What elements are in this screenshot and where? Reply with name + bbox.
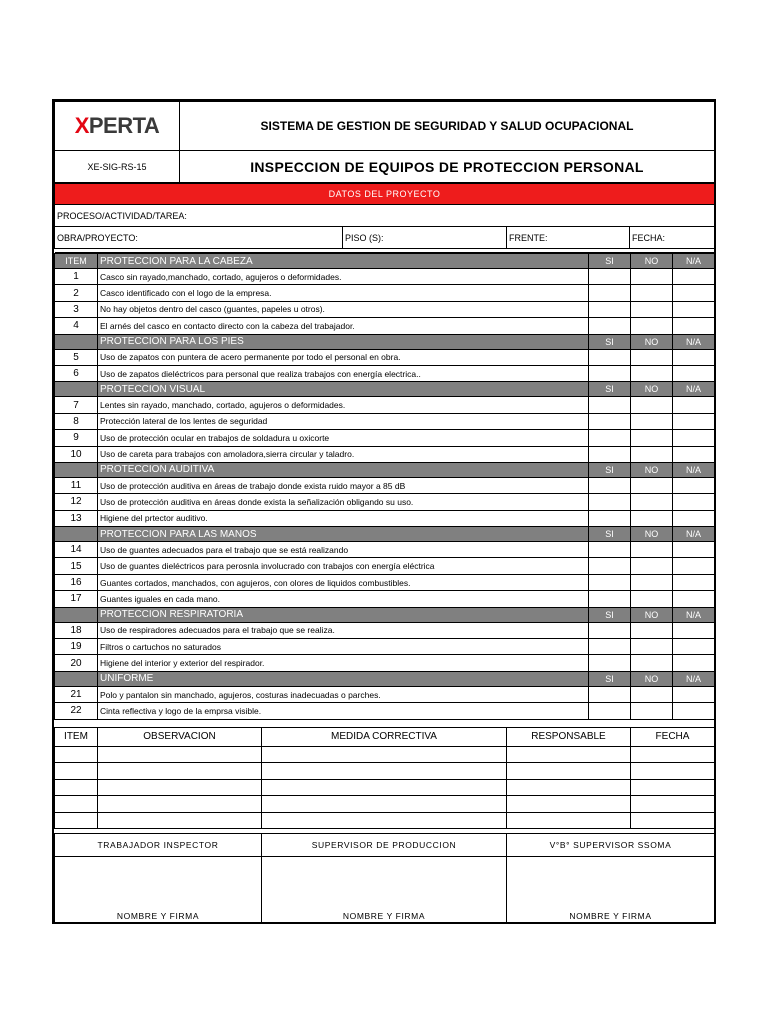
section-title: PROTECCION PARA LA CABEZA	[98, 254, 589, 269]
checklist-row	[55, 285, 715, 301]
no-header: NO	[631, 334, 673, 349]
si-cell[interactable]	[589, 639, 631, 655]
no-cell[interactable]	[631, 703, 673, 719]
item-number: 20	[55, 655, 98, 671]
section-title: PROTECCION AUDITIVA	[98, 462, 589, 477]
document-code: XE-SIG-RS-15	[55, 151, 180, 183]
form-header	[54, 101, 715, 183]
section-title: PROTECCION PARA LOS PIES	[98, 334, 589, 349]
item-number: 7	[55, 397, 98, 413]
obs-row[interactable]	[55, 746, 715, 763]
item-number: 11	[55, 477, 98, 493]
observations-table	[54, 727, 715, 830]
section-item-header	[55, 334, 98, 349]
si-cell[interactable]	[589, 686, 631, 702]
section-header	[55, 527, 715, 542]
na-header: N/A	[673, 527, 715, 542]
si-header: SI	[589, 607, 631, 622]
item-number: 2	[55, 285, 98, 301]
si-header: SI	[589, 462, 631, 477]
no-cell[interactable]	[631, 301, 673, 317]
si-cell[interactable]	[589, 318, 631, 334]
no-cell[interactable]	[631, 494, 673, 510]
item-description: Filtros o cartuchos no saturados	[98, 639, 589, 655]
logo-x: X	[74, 113, 89, 138]
na-header: N/A	[673, 254, 715, 269]
section-item-header	[55, 671, 98, 686]
na-header: N/A	[673, 607, 715, 622]
item-number: 18	[55, 622, 98, 638]
no-cell[interactable]	[631, 542, 673, 558]
si-header: SI	[589, 254, 631, 269]
na-cell[interactable]	[673, 655, 715, 671]
item-description: Uso de protección auditiva en áreas de trabajo donde exista ruido mayor a 85 dB	[98, 477, 589, 493]
si-cell[interactable]	[589, 365, 631, 381]
company-logo	[55, 102, 180, 151]
section-title: PROTECCION RESPIRATORIA	[98, 607, 589, 622]
item-description: Uso de careta para trabajos con amoladora,sierra circular y taladro.	[98, 446, 589, 462]
no-cell[interactable]	[631, 285, 673, 301]
supervisor-signature[interactable]: NOMBRE Y FIRMA	[262, 857, 507, 924]
no-cell[interactable]	[631, 349, 673, 365]
checklist-row	[55, 413, 715, 429]
checklist-row	[55, 622, 715, 638]
checklist-row	[55, 301, 715, 317]
no-cell[interactable]	[631, 591, 673, 607]
section-item-header	[55, 527, 98, 542]
obs-date-header: FECHA	[631, 727, 715, 746]
si-cell[interactable]	[589, 494, 631, 510]
obs-observation-header: OBSERVACION	[98, 727, 262, 746]
na-cell[interactable]	[673, 542, 715, 558]
na-cell[interactable]	[673, 430, 715, 446]
si-cell[interactable]	[589, 397, 631, 413]
no-cell[interactable]	[631, 477, 673, 493]
spacer	[54, 720, 714, 727]
item-number: 21	[55, 686, 98, 702]
no-header: NO	[631, 382, 673, 397]
si-cell[interactable]	[589, 622, 631, 638]
na-cell[interactable]	[673, 397, 715, 413]
checklist-row	[55, 477, 715, 493]
na-header: N/A	[673, 462, 715, 477]
obs-item-header: ITEM	[55, 727, 98, 746]
si-header: SI	[589, 382, 631, 397]
no-cell[interactable]	[631, 558, 673, 574]
obs-corrective-header: MEDIDA CORRECTIVA	[262, 727, 507, 746]
item-number: 16	[55, 574, 98, 590]
no-cell[interactable]	[631, 574, 673, 590]
checklist-row	[55, 703, 715, 719]
no-header: NO	[631, 527, 673, 542]
logo-text: PERTA	[88, 113, 160, 138]
no-header: NO	[631, 462, 673, 477]
na-cell[interactable]	[673, 301, 715, 317]
section-title: PROTECCION VISUAL	[98, 382, 589, 397]
item-description: Uso de zapatos con puntera de acero permanente por todo el personal en obra.	[98, 349, 589, 365]
si-header: SI	[589, 334, 631, 349]
no-cell[interactable]	[631, 655, 673, 671]
na-cell[interactable]	[673, 365, 715, 381]
inspector-header: TRABAJADOR INSPECTOR	[55, 834, 262, 857]
checklist-row	[55, 269, 715, 285]
item-number: 13	[55, 510, 98, 526]
si-cell[interactable]	[589, 430, 631, 446]
checklist-row	[55, 510, 715, 526]
front-field[interactable]: FRENTE:	[507, 227, 630, 249]
item-description: No hay objetos dentro del casco (guantes, papeles u otros).	[98, 301, 589, 317]
checklist-row	[55, 494, 715, 510]
item-number: 15	[55, 558, 98, 574]
si-cell[interactable]	[589, 591, 631, 607]
item-description: Guantes iguales en cada mano.	[98, 591, 589, 607]
item-description: Uso de zapatos dieléctricos para personal que realiza trabajos con energía electrica..	[98, 365, 589, 381]
si-cell[interactable]	[589, 269, 631, 285]
signatures-table	[54, 833, 715, 924]
item-description: Guantes cortados, manchados, con agujeros, con olores de liquidos combustibles.	[98, 574, 589, 590]
checklist-table	[54, 253, 715, 720]
section-item-header: ITEM	[55, 254, 98, 269]
obs-responsible-header: RESPONSABLE	[507, 727, 631, 746]
section-title: UNIFORME	[98, 671, 589, 686]
checklist-row	[55, 365, 715, 381]
ssoma-signature[interactable]: NOMBRE Y FIRMA	[507, 857, 715, 924]
si-cell[interactable]	[589, 655, 631, 671]
checklist-row	[55, 686, 715, 702]
checklist-row	[55, 446, 715, 462]
document-title: INSPECCION DE EQUIPOS DE PROTECCION PERSONAL	[180, 151, 715, 183]
na-cell[interactable]	[673, 686, 715, 702]
na-cell[interactable]	[673, 639, 715, 655]
item-description: Cinta reflectiva y logo de la emprsa visible.	[98, 703, 589, 719]
obs-row[interactable]	[55, 796, 715, 813]
na-cell[interactable]	[673, 510, 715, 526]
item-number: 1	[55, 269, 98, 285]
item-description: Casco identificado con el logo de la empresa.	[98, 285, 589, 301]
si-cell[interactable]	[589, 574, 631, 590]
item-number: 9	[55, 430, 98, 446]
checklist-row	[55, 655, 715, 671]
no-cell[interactable]	[631, 686, 673, 702]
item-number: 10	[55, 446, 98, 462]
no-cell[interactable]	[631, 413, 673, 429]
na-header: N/A	[673, 671, 715, 686]
section-header	[55, 254, 715, 269]
process-field[interactable]: PROCESO/ACTIVIDAD/TAREA:	[55, 205, 715, 227]
no-cell[interactable]	[631, 622, 673, 638]
item-number: 17	[55, 591, 98, 607]
section-title: PROTECCION PARA LAS MANOS	[98, 527, 589, 542]
project-data-bar: DATOS DEL PROYECTO	[55, 184, 715, 205]
inspector-signature[interactable]: NOMBRE Y FIRMA	[55, 857, 262, 924]
na-cell[interactable]	[673, 591, 715, 607]
item-number: 3	[55, 301, 98, 317]
si-cell[interactable]	[589, 703, 631, 719]
item-number: 6	[55, 365, 98, 381]
item-description: Uso de protección ocular en trabajos de soldadura u oxicorte	[98, 430, 589, 446]
inspection-form	[52, 99, 716, 924]
section-header	[55, 607, 715, 622]
section-item-header	[55, 462, 98, 477]
si-cell[interactable]	[589, 349, 631, 365]
no-cell[interactable]	[631, 430, 673, 446]
section-header	[55, 462, 715, 477]
supervisor-header: SUPERVISOR DE PRODUCCION	[262, 834, 507, 857]
na-cell[interactable]	[673, 494, 715, 510]
si-header: SI	[589, 527, 631, 542]
obs-row[interactable]	[55, 763, 715, 780]
no-header: NO	[631, 671, 673, 686]
section-item-header	[55, 382, 98, 397]
na-cell[interactable]	[673, 285, 715, 301]
item-number: 22	[55, 703, 98, 719]
section-item-header	[55, 607, 98, 622]
no-cell[interactable]	[631, 318, 673, 334]
na-header: N/A	[673, 382, 715, 397]
ssoma-header: V°B° SUPERVISOR SSOMA	[507, 834, 715, 857]
item-description: El arnés del casco en contacto directo con la cabeza del trabajador.	[98, 318, 589, 334]
si-cell[interactable]	[589, 542, 631, 558]
obs-row[interactable]	[55, 779, 715, 796]
checklist-row	[55, 318, 715, 334]
section-header	[55, 334, 715, 349]
no-header: NO	[631, 607, 673, 622]
item-number: 4	[55, 318, 98, 334]
date-field[interactable]: FECHA:	[630, 227, 715, 249]
checklist-row	[55, 542, 715, 558]
item-description: Lentes sin rayado, manchado, cortado, agujeros o deformidades.	[98, 397, 589, 413]
section-header	[55, 382, 715, 397]
no-header: NO	[631, 254, 673, 269]
checklist-row	[55, 574, 715, 590]
no-cell[interactable]	[631, 639, 673, 655]
si-cell[interactable]	[589, 510, 631, 526]
item-description: Casco sin rayado,manchado, cortado, agujeros o deformidades.	[98, 269, 589, 285]
no-cell[interactable]	[631, 446, 673, 462]
no-cell[interactable]	[631, 269, 673, 285]
item-description: Uso de respiradores adecuados para el trabajo que se realiza.	[98, 622, 589, 638]
na-cell[interactable]	[673, 703, 715, 719]
item-description: Uso de guantes adecuados para el trabajo que se está realizando	[98, 542, 589, 558]
item-description: Polo y pantalon sin manchado, agujeros, costuras inadecuadas o parches.	[98, 686, 589, 702]
checklist-row	[55, 591, 715, 607]
checklist-row	[55, 430, 715, 446]
obs-row[interactable]	[55, 812, 715, 829]
na-cell[interactable]	[673, 574, 715, 590]
item-number: 5	[55, 349, 98, 365]
section-header	[55, 671, 715, 686]
na-header: N/A	[673, 334, 715, 349]
item-description: Higiene del prtector auditivo.	[98, 510, 589, 526]
na-cell[interactable]	[673, 622, 715, 638]
na-cell[interactable]	[673, 558, 715, 574]
na-cell[interactable]	[673, 446, 715, 462]
si-cell[interactable]	[589, 301, 631, 317]
project-data	[54, 183, 715, 253]
item-description: Higiene del interior y exterior del respirador.	[98, 655, 589, 671]
na-cell[interactable]	[673, 318, 715, 334]
work-field[interactable]: OBRA/PROYECTO:	[55, 227, 343, 249]
checklist-row	[55, 639, 715, 655]
item-description: Uso de protección auditiva en áreas donde exista la señalización obligando su uso.	[98, 494, 589, 510]
system-title: SISTEMA DE GESTION DE SEGURIDAD Y SALUD OCUPACIONAL	[180, 102, 715, 151]
item-number: 14	[55, 542, 98, 558]
no-cell[interactable]	[631, 365, 673, 381]
si-cell[interactable]	[589, 477, 631, 493]
item-description: Uso de guantes dieléctricos para perosnla involucrado con trabajos con energía eléctrica	[98, 558, 589, 574]
item-number: 19	[55, 639, 98, 655]
na-cell[interactable]	[673, 477, 715, 493]
si-header: SI	[589, 671, 631, 686]
si-cell[interactable]	[589, 413, 631, 429]
item-number: 8	[55, 413, 98, 429]
na-cell[interactable]	[673, 349, 715, 365]
no-cell[interactable]	[631, 510, 673, 526]
checklist-row	[55, 397, 715, 413]
checklist-row	[55, 558, 715, 574]
item-number: 12	[55, 494, 98, 510]
item-description: Protección lateral de los lentes de seguridad	[98, 413, 589, 429]
na-cell[interactable]	[673, 413, 715, 429]
no-cell[interactable]	[631, 397, 673, 413]
na-cell[interactable]	[673, 269, 715, 285]
checklist-row	[55, 349, 715, 365]
si-cell[interactable]	[589, 285, 631, 301]
si-cell[interactable]	[589, 446, 631, 462]
floor-field[interactable]: PISO (S):	[343, 227, 507, 249]
si-cell[interactable]	[589, 558, 631, 574]
